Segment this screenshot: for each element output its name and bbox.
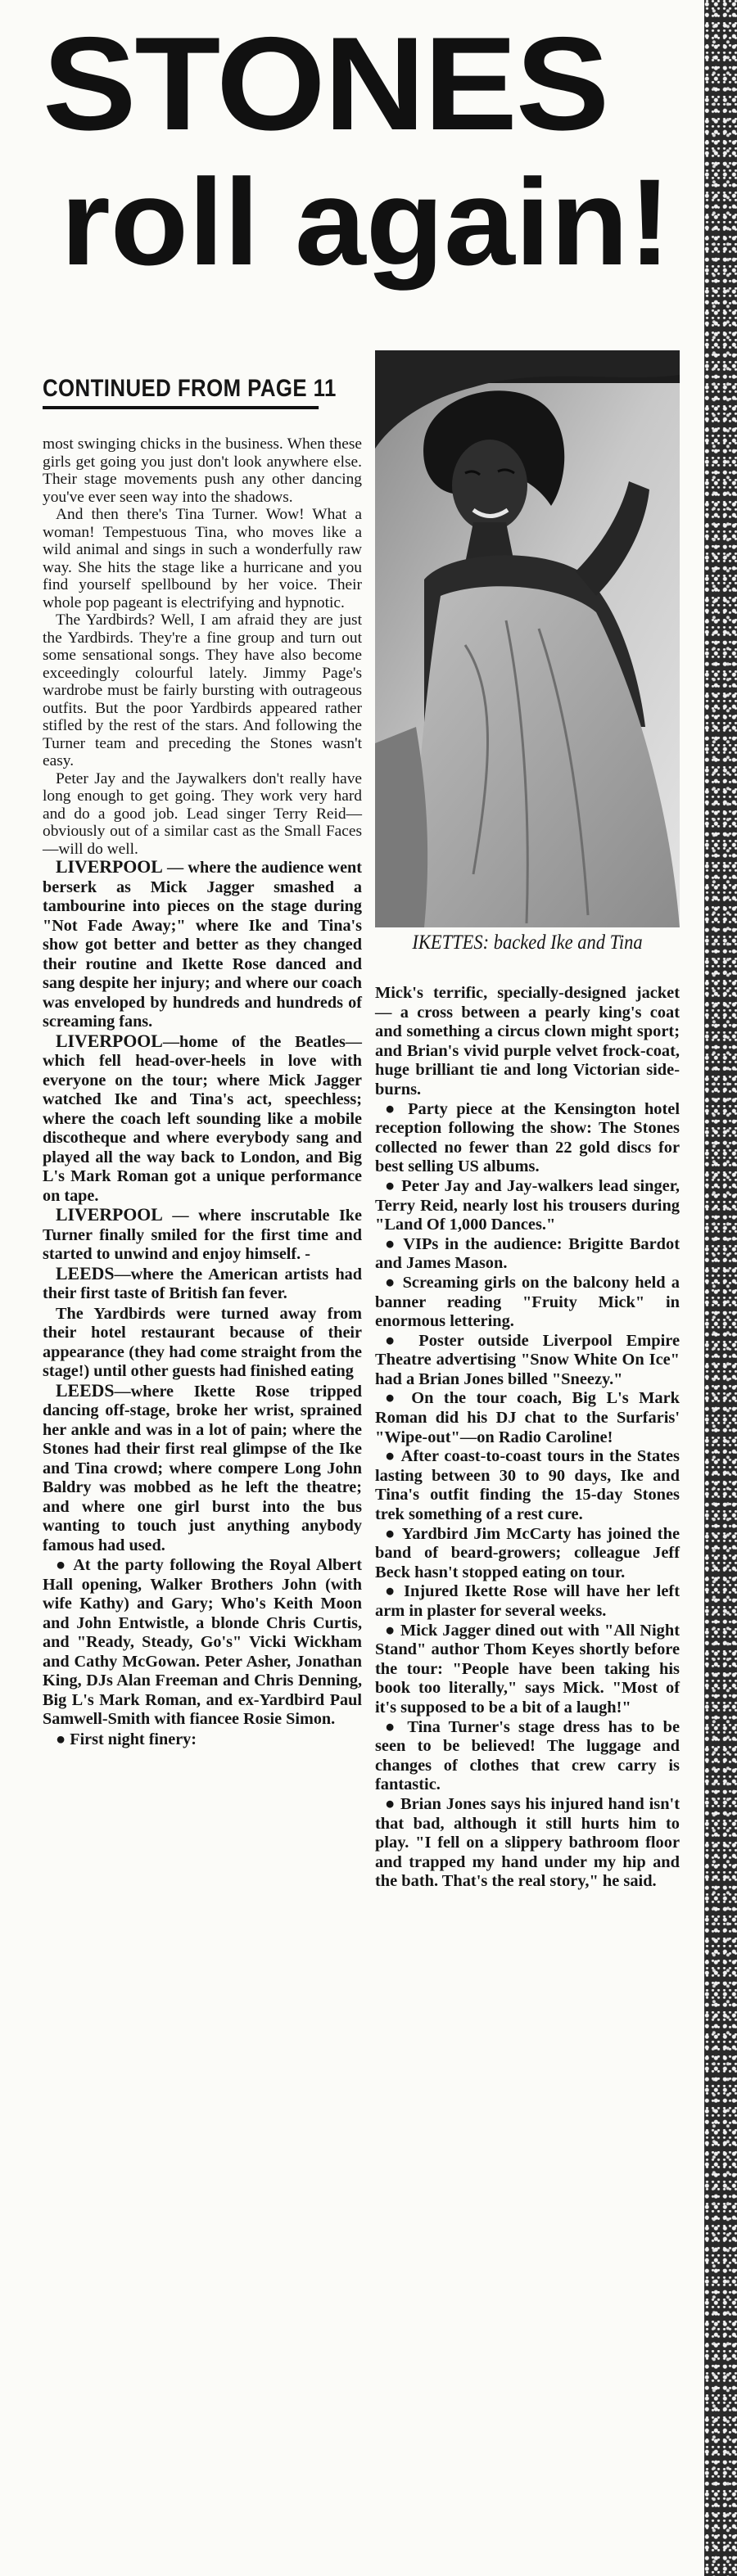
paragraph [43, 1555, 362, 1730]
paragraph: ● Peter Jay and Jay-walkers lead singer, Terry Reid, nearly lost his trousers during "Land Of 1,000 Dances." [375, 1176, 680, 1234]
headline-line-1: STONES [43, 10, 608, 158]
paragraph-text: ● At the party following the Royal Albert Hall opening, Walker Brothers John (with wife Kathy) and Gary; Who's Keith Moon and John Entwistle, a blonde Chris Curtis, and "Ready, Steady, Go's" Vicki Wickham and Cathy McGowan. Peter Asher, Jonathan King, DJs Alan Freeman and Chris Denning, Big L's Mark Roman, and ex-Yardbird Paul Samwell-Smith with fiancee Rosie Simon. [43, 1556, 362, 1728]
dateline: LIVERPOOL [56, 1205, 163, 1225]
paragraph: ● Brian Jones says his injured hand isn't that bad, although it still hurts him to play. "I fell on a slippery bathroom floor and trapped my hand under my hip and the bath. That's the real story," he said. [375, 1794, 680, 1891]
paragraph: The Yardbirds? Well, I am afraid they are just the Yardbirds. They're a fine group and turn out some sensational songs. They have also become exceedingly colourful lately. Jimmy Page's wardrobe must be fairly bursting with outrageous outfits. But the poor Yardbirds appeared rather stifled by the rest of the stars. And following the Turner team and preceding the Stones wasn't easy. [43, 611, 362, 769]
continued-from-label: CONTINUED FROM PAGE 11 [43, 375, 319, 409]
paragraph: ● Tina Turner's stage dress has to be seen to be believed! The luggage and changes of clothes that crew carry is fantastic. [375, 1717, 680, 1794]
paragraph: ● After coast-to-coast tours in the States lasting between 30 to 90 days, Ike and Tina's outfit finding the 15-day Stones trek something of a rest cure. [375, 1447, 680, 1524]
paragraph: ● Party piece at the Kensington hotel reception following the show: The Stones collected no fewer than 22 gold discs for best selling US albums. [375, 1099, 680, 1176]
paragraph: Mick's terrific, specially-designed jacket — a cross between a pearly king's coat and something a circus clown might sport; and Brian's vivid purple velvet frock-coat, huge brilliant tie and long Victorian side-burns. [375, 984, 680, 1099]
paragraph [43, 1382, 362, 1556]
paragraph: ● Yardbird Jim McCarty has joined the band of beard-growers; colleague Jeff Beck hasn't stopped eating on tour. [375, 1524, 680, 1581]
dateline: LIVERPOOL [56, 1031, 163, 1051]
paragraph: ● VIPs in the audience: Brigitte Bardot and James Mason. [375, 1234, 680, 1273]
paragraph-text: — where inscrutable Ike Turner finally smiled for the first time and started to unwind and enjoy himself. - [43, 1207, 362, 1263]
paragraph-text: — where the audience went berserk as Mick Jagger smashed a tambourine into pieces on the stage during "Not Fade Away;" where Ike and Tina's show got better and better as they changed their routine and Ikette Rose danced and sang despite her injury; and where our coach was enveloped by hundreds and hundreds of screaming fans. [43, 859, 362, 1031]
photo-illustration [375, 350, 680, 927]
paragraph: ● Mick Jagger dined out with "All Night Stand" author Thom Keyes shortly before the tour: "People have been taking his book too literally," says Mick. "Most of it's supposed to be a bit of a laugh!" [375, 1621, 680, 1717]
paragraph: most swinging chicks in the business. When these girls get going you just don't look anywhere else. Their stage movements push any other dancing you've ever seen way into the shadows. [43, 435, 362, 506]
paragraph [43, 1304, 362, 1382]
paragraph [43, 1265, 362, 1304]
paragraph-text: ● First night finery: [56, 1730, 197, 1748]
paragraph: Peter Jay and the Jaywalkers don't really have long enough to get going. They work very hard and do a good job. Lead singer Terry Reid—obviously out of a similar cast as the Small Faces—will do well. [43, 769, 362, 858]
paragraph: And then there's Tina Turner. Wow! What a woman! Tempestuous Tina, who moves like a wild animal and sings in such a wonderfully raw way. She hits the stage like a hurricane and you find yourself spellbound by her voice. Their whole pop pageant is electrifying and hypnotic. [43, 506, 362, 611]
photo-ikette [375, 350, 680, 927]
headline-line-2: roll again! [61, 153, 671, 291]
torn-page-edge [704, 0, 737, 2576]
paragraph [43, 1206, 362, 1265]
paragraph-text: —home of the Beatles—which fell head-over-heels in love with everyone on the tour; where Mick Jagger watched Ike and Tina's act, speechless; where the coach left sounding like a mobile discotheque and where everybody sang and played all the way back to London, and Big L's Mark Roman got a unique performance on tape. [43, 1032, 362, 1205]
paragraph-text: The Yardbirds were turned away from their hotel restaurant because of their appearance (they had come straight from the stage!) until other guests had finished eating [43, 1304, 362, 1380]
article-column-2 [375, 984, 680, 1892]
dateline: LEEDS [56, 1380, 115, 1401]
photo-caption: IKETTES: backed Ike and Tina [412, 932, 643, 954]
paragraph [43, 1032, 362, 1207]
paragraph [43, 1730, 362, 1750]
paragraph: ● Poster outside Liverpool Empire Theatre advertising "Snow White On Ice" had a Brian Jones billed "Sneezy." [375, 1331, 680, 1388]
paragraph: ● On the tour coach, Big L's Mark Roman did his DJ chat to the Surfaris' "Wipe-out"—on Radio Caroline! [375, 1389, 680, 1446]
paragraph: ● Screaming girls on the balcony held a banner reading "Fruity Mick" in enormous lettering. [375, 1273, 680, 1331]
dateline: LIVERPOOL [56, 857, 163, 877]
dateline: LEEDS [56, 1263, 115, 1283]
paragraph-text: —where the American artists had their first taste of British fan fever. [43, 1265, 362, 1302]
paragraph: ● Injured Ikette Rose will have her left arm in plaster for several weeks. [375, 1582, 680, 1620]
article-column-1 [43, 435, 362, 1749]
paragraph-text: —where Ikette Rose tripped dancing off-stage, broke her wrist, sprained her ankle and was in a lot of pain; where the Stones had their first real glimpse of the Ike and Tina crowd; where compere Long John Baldry was mobbed as he left the theatre; and where one girl burst into the bus wanting to touch just anything anybody famous had used. [43, 1382, 362, 1554]
paragraph [43, 858, 362, 1032]
